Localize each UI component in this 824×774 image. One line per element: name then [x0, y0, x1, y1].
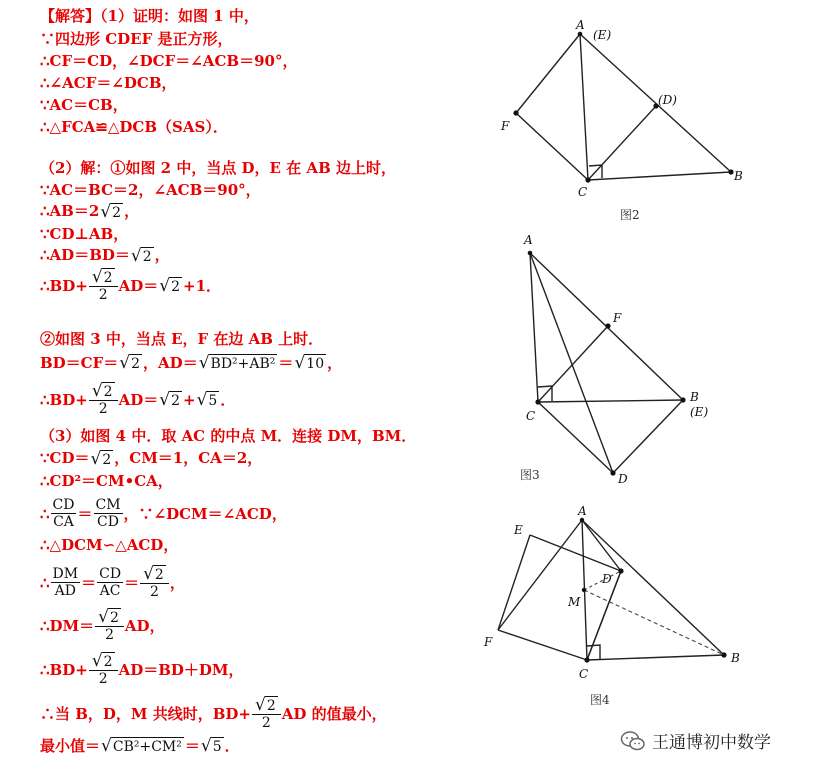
fig4-caption: 图4 [590, 693, 610, 707]
fig2-label-f: F [501, 119, 510, 133]
figure-2 [490, 20, 750, 230]
line-ac-bc-value: ∵AC＝BC＝2，∠ACB＝90°， [40, 181, 261, 199]
fig4-label-c: C [579, 667, 589, 681]
fig3-label-a: A [524, 233, 533, 247]
line-congruent: ∴△FCA≌△DCB（SAS）． [40, 118, 228, 136]
line-ab-value: ∴AB＝2 √ 2 ， [40, 202, 140, 222]
fig2-caption: 图2 [620, 208, 640, 222]
line-ac-cb: ∵AC＝CB， [40, 96, 128, 114]
line-result-fig3: ∴BD+ √ 2 2 AD＝ √ 2 + √ 5 ． [40, 381, 236, 417]
fig4-label-b: B [731, 651, 740, 665]
fig2-label-e: (E) [593, 28, 612, 42]
line-result-fig2: ∴BD+ √ 2 2 AD＝ √ 2 +1． [40, 267, 222, 303]
line-part2-header: （2）解：①如图 2 中，当点 D，E 在 AB 边上时， [40, 159, 396, 177]
line-dm-ad-ratio: ∴ DM AD ＝ CD AC ＝ √ 2 2 ， [40, 564, 185, 600]
fig3-label-d: D [618, 472, 628, 485]
line-bd-sum: ∴BD+ √ 2 2 AD＝BD＋DM， [40, 651, 244, 687]
watermark-text: 王通博初中数学 [652, 733, 771, 753]
fig3-label-b: B [690, 390, 699, 404]
line-answer-header: 【解答】（1）证明：如图 1 中， [40, 7, 259, 25]
line-given-square: ∵四边形 CDEF 是正方形， [40, 30, 233, 48]
line-cd-perp: ∵CD⊥AB， [40, 225, 129, 243]
line-fig3-header: ②如图 3 中，当点 E，F 在边 AB 上时． [40, 330, 324, 348]
fig3-label-e: (E) [690, 405, 709, 419]
fig2-label-a: A [576, 20, 585, 32]
line-cd-cm-ca: ∵CD＝ √ 2 ，CM＝1，CA＝2， [40, 449, 263, 469]
fig2-label-c: C [578, 185, 588, 199]
line-dm-value: ∴DM＝ √ 2 2 AD， [40, 607, 165, 643]
fig3-label-f: F [613, 311, 622, 325]
figure-4 [480, 500, 750, 715]
line-part3-header: （3）如图 4 中．取 AC 的中点 M．连接 DM，BM． [40, 427, 417, 445]
fig4-label-f: F [484, 635, 493, 649]
fig4-label-e: E [514, 523, 523, 537]
line-similar: ∴△DCM∽△ACD， [40, 536, 179, 554]
line-equal-sides: ∴CF＝CD，∠DCF＝∠ACB＝90°， [40, 52, 298, 70]
fig3-label-c: C [526, 409, 536, 423]
fig3-caption: 图3 [520, 468, 540, 482]
fig2-label-d: (D) [658, 93, 677, 107]
line-equal-angles: ∴∠ACF＝∠DCB， [40, 74, 177, 92]
fig4-label-m: M [568, 595, 581, 609]
wechat-icon [620, 730, 646, 752]
line-ad-bd: ∴AD＝BD＝ √ 2 ， [40, 246, 170, 266]
line-min-value: 最小值＝ √ CB²+CM² ＝ √ 5 ． [40, 736, 240, 756]
fig4-label-d: D [602, 572, 612, 586]
line-cd-squared: ∴CD²＝CM•CA， [40, 472, 173, 490]
line-ratio: ∴ CD CA ＝ CM CD ，∵∠DCM＝∠ACD， [40, 497, 287, 530]
figure-3 [510, 230, 720, 485]
fig4-label-a: A [578, 504, 587, 518]
fig2-label-b: B [734, 169, 743, 183]
line-collinear: ∴当 B，D，M 共线时，BD+ √ 2 2 AD 的值最小， [40, 695, 387, 731]
watermark [620, 728, 771, 753]
line-fig3-values: BD＝CF＝ √ 2 ，AD＝ √ BD²+AB² ＝ √ 10 ， [40, 353, 343, 373]
